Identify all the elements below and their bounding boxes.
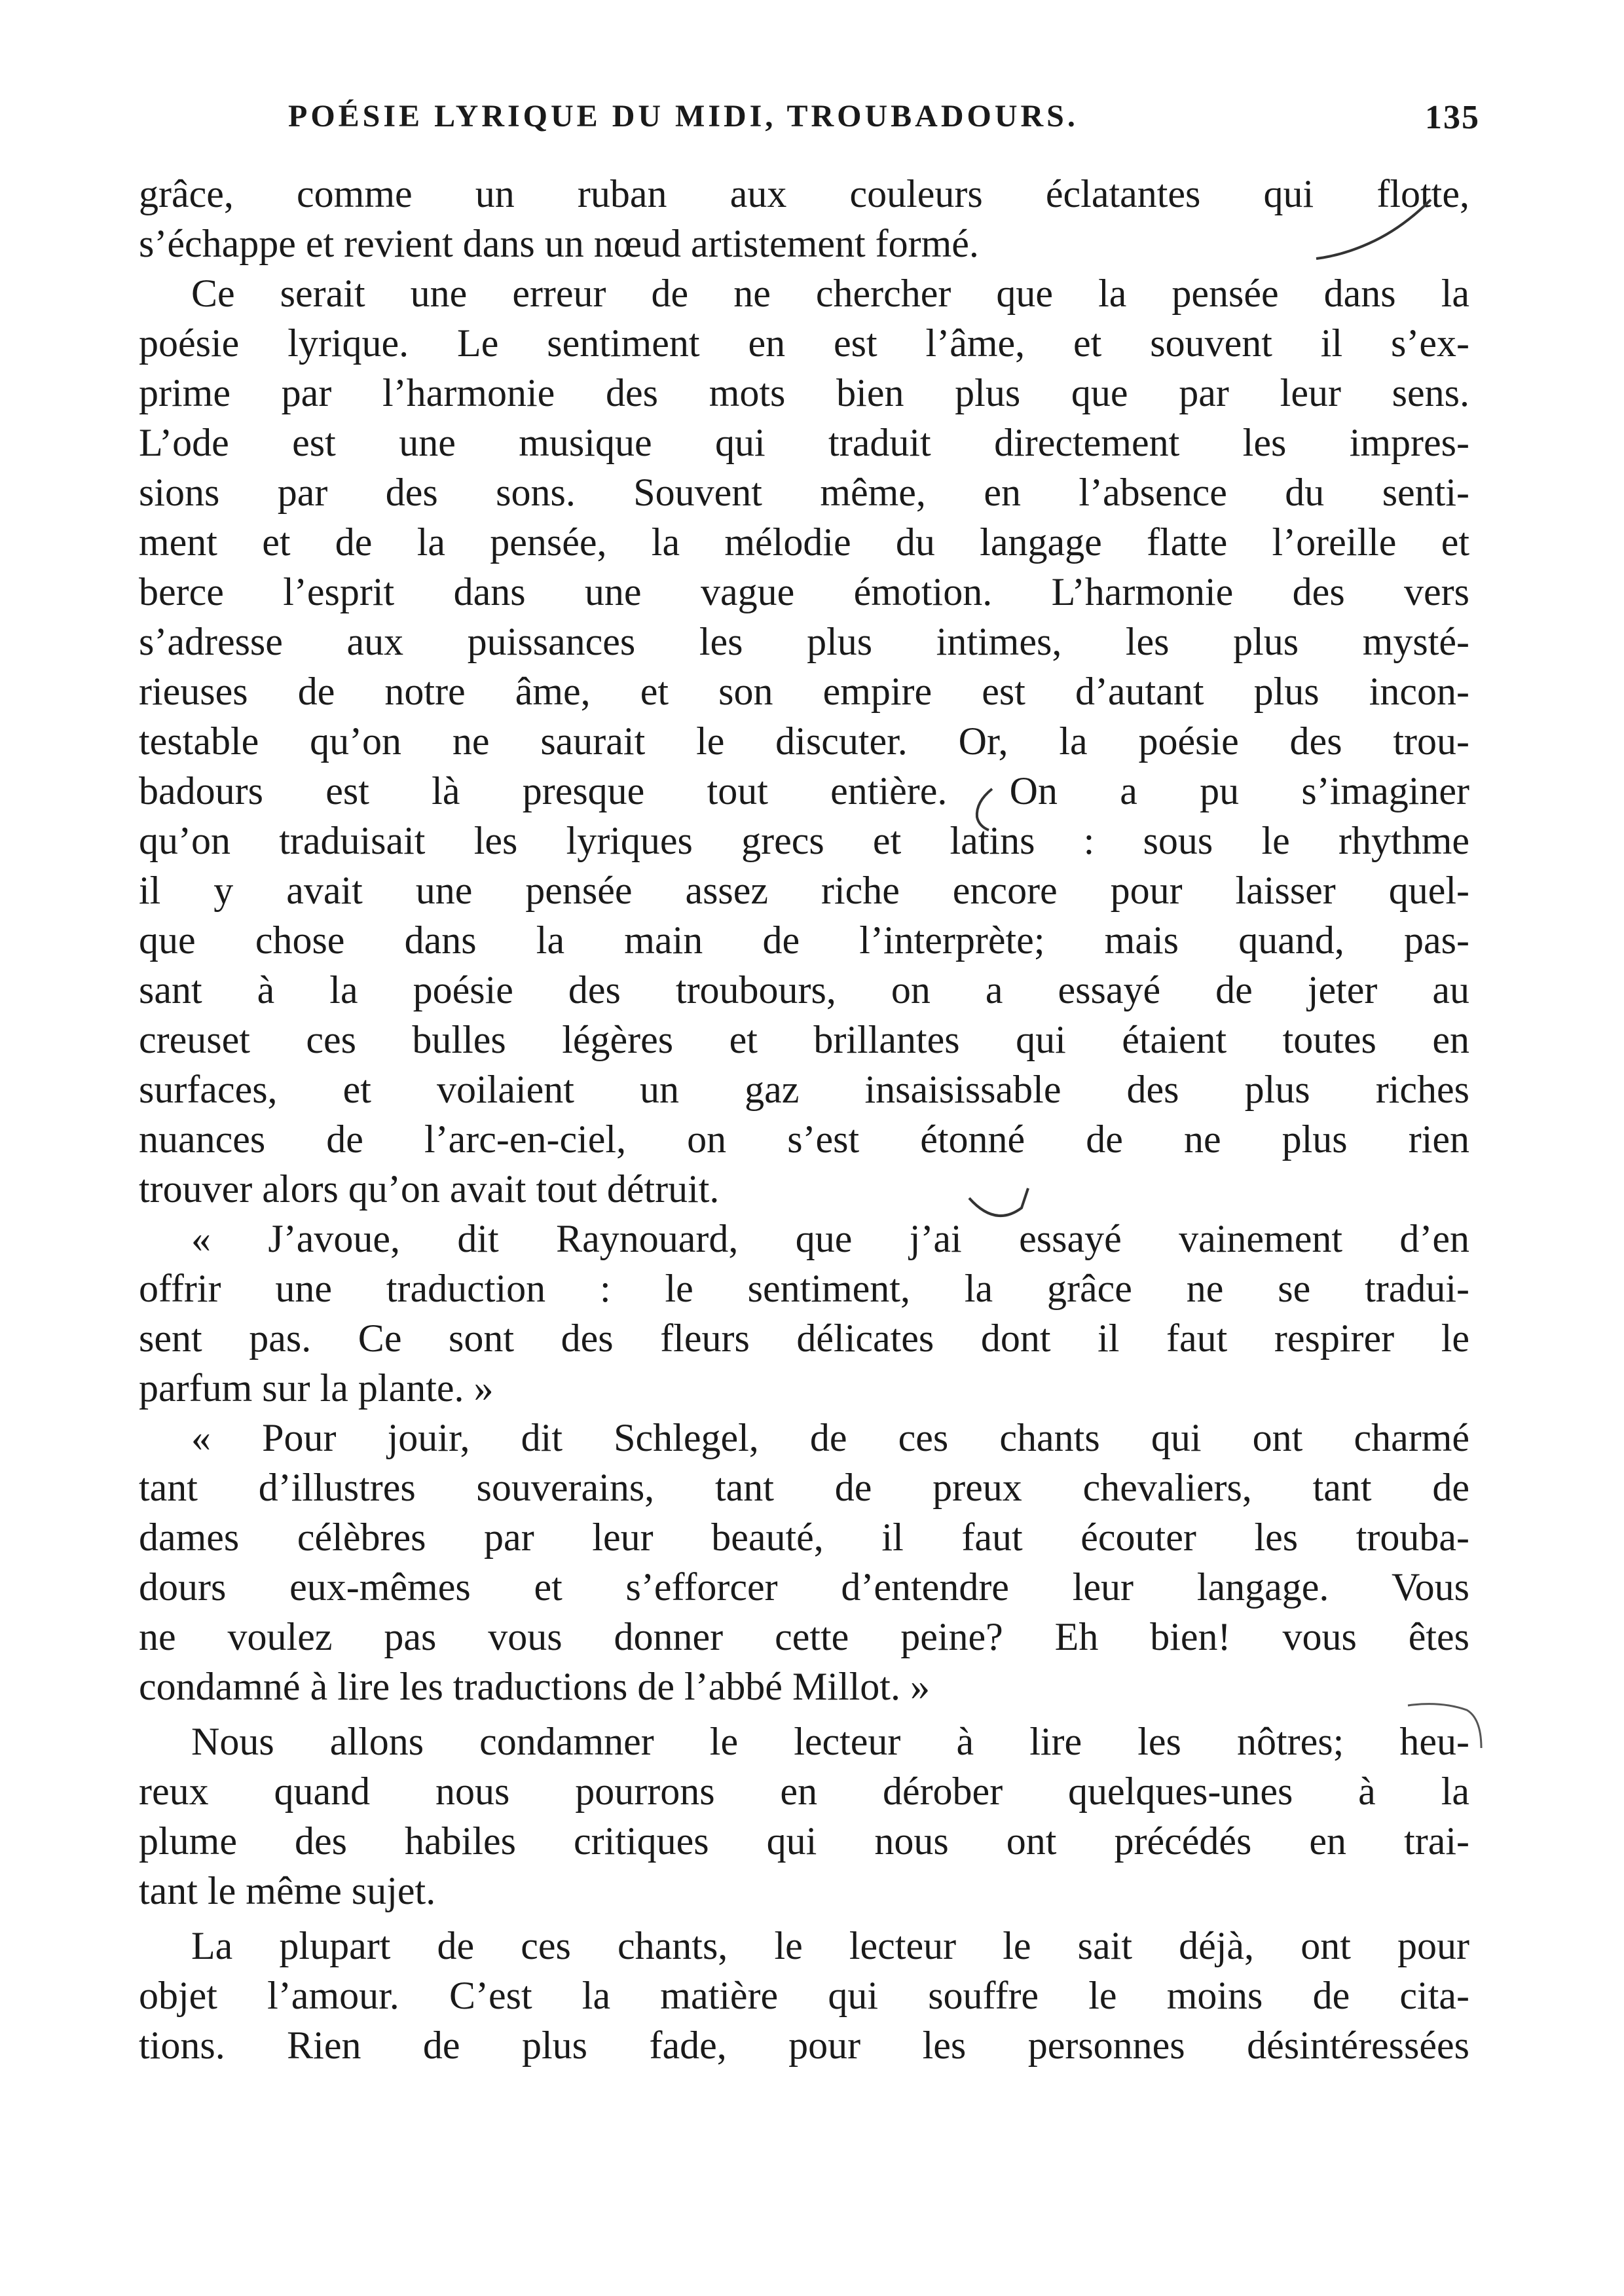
text-line: tions. Rien de plus fade, pour les personnes désintéressées [139, 2024, 1469, 2067]
text-line: sant à la poésie des troubours, on a essayé de jeter au [139, 968, 1469, 1011]
text-line: creuset ces bulles légères et brillantes qui étaient toutes en [139, 1018, 1469, 1061]
text-line: s’échappe et revient dans un nœud artistement formé. [139, 222, 979, 265]
text-line: surfaces, et voilaient un gaz insaisissable des plus riches [139, 1068, 1469, 1111]
text-line: « J’avoue, dit Raynouard, que j’ai essayé vainement d’en [191, 1217, 1469, 1260]
text-line: trouver alors qu’on avait tout détruit. [139, 1167, 720, 1211]
text-line: s’adresse aux puissances les plus intimes, les plus mysté- [139, 620, 1469, 663]
body-text [139, 169, 1469, 2070]
text-line: ment et de la pensée, la mélodie du langage flatte l’oreille et [139, 520, 1469, 564]
text-line: berce l’esprit dans une vague émotion. L’harmonie des vers [139, 570, 1469, 613]
text-line: « Pour jouir, dit Schlegel, de ces chants qui ont charmé [191, 1416, 1469, 1459]
paragraph [139, 1413, 1469, 1711]
text-line: dours eux-mêmes et s’efforcer d’entendre leur langage. Vous [139, 1565, 1469, 1609]
text-line: La plupart de ces chants, le lecteur le sait déjà, ont pour [191, 1924, 1469, 1967]
text-line: ne voulez pas vous donner cette peine? Eh bien! vous êtes [139, 1615, 1469, 1658]
text-line: il y avait une pensée assez riche encore pour laisser quel- [139, 869, 1469, 912]
text-line: grâce, comme un ruban aux couleurs éclatantes qui flotte, [139, 172, 1469, 215]
text-line: qu’on traduisait les lyriques grecs et latins : sous le rhythme [139, 819, 1469, 862]
text-line: sions par des sons. Souvent même, en l’absence du senti- [139, 471, 1469, 514]
text-line: plume des habiles critiques qui nous ont précédés en trai- [139, 1819, 1469, 1863]
text-line: prime par l’harmonie des mots bien plus que par leur sens. [139, 371, 1469, 414]
text-line: Ce serait une erreur de ne chercher que la pensée dans la [191, 272, 1469, 315]
text-line: Nous allons condamner le lecteur à lire les nôtres; heu- [191, 1720, 1469, 1763]
paragraph [139, 1214, 1469, 1413]
running-head [288, 98, 1480, 151]
paragraph [139, 1921, 1469, 2070]
text-line: objet l’amour. C’est la matière qui souffre le moins de cita- [139, 1974, 1469, 2017]
text-line: badours est là presque tout entière. On a pu s’imaginer [139, 769, 1469, 812]
text-line: testable qu’on ne saurait le discuter. Or, la poésie des trou- [139, 720, 1469, 763]
paragraph [139, 169, 1469, 268]
text-line: offrir une traduction : le sentiment, la grâce ne se tradui- [139, 1267, 1469, 1310]
page-number: 135 [1425, 99, 1480, 136]
paragraph [139, 1717, 1469, 1916]
text-line: tant le même sujet. [139, 1869, 436, 1912]
text-line: tant d’illustres souverains, tant de preux chevaliers, tant de [139, 1466, 1469, 1509]
text-line: condamné à lire les traductions de l’abbé Millot. » [139, 1665, 930, 1708]
text-line: nuances de l’arc-en-ciel, on s’est étonné de ne plus rien [139, 1118, 1469, 1161]
text-line: dames célèbres par leur beauté, il faut écouter les trouba- [139, 1516, 1469, 1559]
text-line: parfum sur la plante. » [139, 1366, 494, 1410]
text-line: sent pas. Ce sont des fleurs délicates dont il faut respirer le [139, 1317, 1469, 1360]
paragraph [139, 268, 1469, 1214]
text-line: que chose dans la main de l’interprète; mais quand, pas- [139, 919, 1469, 962]
text-line: reux quand nous pourrons en dérober quelques-unes à la [139, 1770, 1469, 1813]
text-line: L’ode est une musique qui traduit directement les impres- [139, 421, 1469, 464]
running-title: POÉSIE LYRIQUE DU MIDI, TROUBADOURS. [288, 99, 1079, 134]
text-line: poésie lyrique. Le sentiment en est l’âme, et souvent il s’ex- [139, 321, 1469, 365]
text-line: rieuses de notre âme, et son empire est d’autant plus incon- [139, 670, 1469, 713]
